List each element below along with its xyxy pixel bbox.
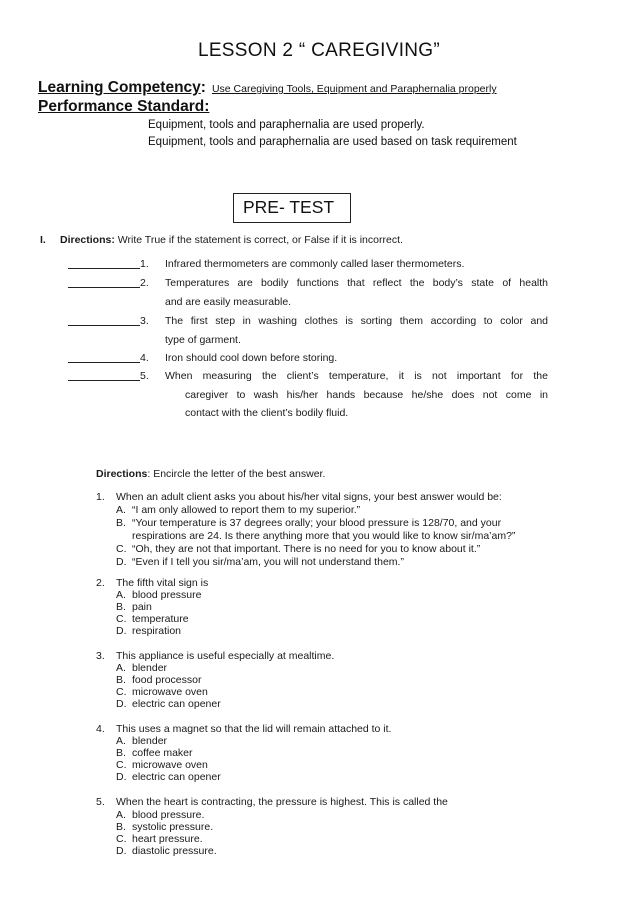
option-letter: A. (116, 662, 126, 674)
option-letter: B. (116, 747, 126, 759)
competency-label: Learning Competency (38, 79, 201, 96)
option-text-cont: respirations are 24. Is there anything more that you would like to know sir/ma’am?” (132, 530, 516, 542)
q1-option-a[interactable] (116, 504, 360, 516)
option-text: microwave oven (132, 759, 208, 771)
question-2 (96, 577, 208, 589)
item-text-cont: contact with the client’s bodily fluid. (185, 407, 349, 419)
section2-directions-label: Directions (96, 468, 148, 480)
question-number: 5. (96, 796, 105, 808)
option-text: temperature (132, 613, 189, 625)
q1-option-b[interactable] (116, 517, 501, 529)
pretest-box: PRE- TEST (233, 193, 351, 223)
question-1 (96, 491, 502, 503)
option-text: microwave oven (132, 686, 208, 698)
question-text: This uses a magnet so that the lid will remain attached to it. (116, 723, 392, 735)
option-letter: A. (116, 589, 126, 601)
q2-option-b[interactable] (116, 601, 152, 613)
option-text: blood pressure. (132, 809, 205, 821)
item-text: The first step in washing clothes is sorting them according to color and (165, 315, 548, 327)
standard-line-1: Equipment, tools and paraphernalia are used properly. (148, 119, 425, 131)
option-letter: D. (116, 625, 127, 637)
section2-directions-text: : Encircle the letter of the best answer. (147, 468, 326, 480)
question-number: 2. (96, 577, 105, 589)
option-text: blender (132, 662, 168, 674)
option-letter: C. (116, 833, 127, 845)
q1-option-d[interactable] (116, 556, 404, 568)
item-text: When measuring the client’s temperature, it is not important for the (165, 370, 548, 382)
option-text: “Your temperature is 37 degrees orally; your blood pressure is 128/70, and your (132, 517, 502, 529)
option-text: “Oh, they are not that important. There is no need for you to know about it.” (132, 543, 481, 555)
section1-directions (40, 234, 403, 246)
item-number: 5. (140, 370, 149, 382)
option-letter: B. (116, 601, 126, 613)
question-4 (96, 723, 391, 735)
section2-directions (96, 468, 325, 480)
answer-blank[interactable] (68, 277, 140, 288)
answer-blank[interactable] (68, 258, 140, 269)
item-text: Iron should cool down before storing. (165, 352, 338, 364)
standard-line-2: Equipment, tools and paraphernalia are used based on task requirement (148, 136, 517, 148)
q2-option-d[interactable] (116, 625, 181, 637)
item-text: Temperatures are bodily functions that reflect the body’s state of health (165, 277, 548, 289)
answer-blank[interactable] (68, 370, 140, 381)
question-number: 1. (96, 491, 105, 503)
option-text: pain (132, 601, 152, 613)
item-text-cont: and are easily measurable. (165, 296, 292, 308)
item-number: 4. (140, 352, 149, 364)
question-3 (96, 650, 334, 662)
option-letter: D. (116, 698, 127, 710)
option-letter: C. (116, 686, 127, 698)
option-text: respiration (132, 625, 182, 637)
option-letter: A. (116, 809, 126, 821)
question-text: The fifth vital sign is (116, 577, 209, 589)
option-letter: C. (116, 543, 127, 555)
option-letter: D. (116, 845, 127, 857)
option-letter: A. (116, 504, 126, 516)
answer-blank[interactable] (68, 315, 140, 326)
q3-option-a[interactable] (116, 662, 167, 674)
q4-option-b[interactable] (116, 747, 193, 759)
option-text: coffee maker (132, 747, 193, 759)
option-text: food processor (132, 674, 202, 686)
lesson-title: LESSON 2 “ CAREGIVING” (197, 40, 441, 61)
item-number: 3. (140, 315, 149, 327)
option-letter: C. (116, 613, 127, 625)
answer-blank[interactable] (68, 352, 140, 363)
question-text: When the heart is contracting, the pressure is highest. This is called the (116, 796, 448, 808)
q5-option-c[interactable] (116, 833, 203, 845)
option-letter: B. (116, 517, 126, 529)
question-number: 4. (96, 723, 105, 735)
item-text: Infrared thermometers are commonly called laser thermometers. (165, 258, 465, 270)
question-text: This appliance is useful especially at mealtime. (116, 650, 335, 662)
item-text-cont: type of garment. (165, 334, 241, 346)
option-letter: A. (116, 735, 126, 747)
option-text: electric can opener (132, 698, 221, 710)
option-letter: B. (116, 821, 126, 833)
q4-option-a[interactable] (116, 735, 167, 747)
option-letter: C. (116, 759, 127, 771)
option-text: electric can opener (132, 771, 221, 783)
option-letter: D. (116, 556, 127, 568)
question-number: 3. (96, 650, 105, 662)
q5-option-a[interactable] (116, 809, 204, 821)
item-text-cont: caregiver to wash his/her hands because he/she does not come in (185, 389, 548, 401)
competency-text: Use Caregiving Tools, Equipment and Paraphernalia properly (211, 83, 497, 95)
option-text: “Even if I tell you sir/ma’am, you will not understand them.” (132, 556, 404, 568)
item-number: 1. (140, 258, 149, 270)
option-text: “I am only allowed to report them to my superior.” (132, 504, 361, 516)
q3-option-c[interactable] (116, 686, 208, 698)
option-text: systolic pressure. (132, 821, 214, 833)
q5-option-b[interactable] (116, 821, 213, 833)
competency-colon: : (200, 79, 206, 96)
section1-roman: I. (40, 234, 46, 246)
option-letter: D. (116, 771, 127, 783)
learning-competency (38, 79, 497, 97)
option-text: diastolic pressure. (132, 845, 217, 857)
q2-option-c[interactable] (116, 613, 189, 625)
option-text: blender (132, 735, 168, 747)
standard-label: Performance Standard: (38, 98, 210, 115)
section1-directions-label: Directions: (60, 234, 115, 246)
q1-option-c[interactable] (116, 543, 480, 555)
q3-option-d[interactable] (116, 698, 221, 710)
section1-directions-text: Write True if the statement is correct, or False if it is incorrect. (117, 234, 403, 246)
q2-option-a[interactable] (116, 589, 201, 601)
option-letter: B. (116, 674, 126, 686)
item-number: 2. (140, 277, 149, 289)
question-5 (96, 796, 448, 808)
option-text: heart pressure. (132, 833, 203, 845)
performance-standard (38, 98, 209, 116)
question-text: When an adult client asks you about his/her vital signs, your best answer would be: (116, 491, 502, 503)
q4-option-d[interactable] (116, 771, 221, 783)
q5-option-d[interactable] (116, 845, 217, 857)
q4-option-c[interactable] (116, 759, 208, 771)
q3-option-b[interactable] (116, 674, 201, 686)
option-text: blood pressure (132, 589, 202, 601)
